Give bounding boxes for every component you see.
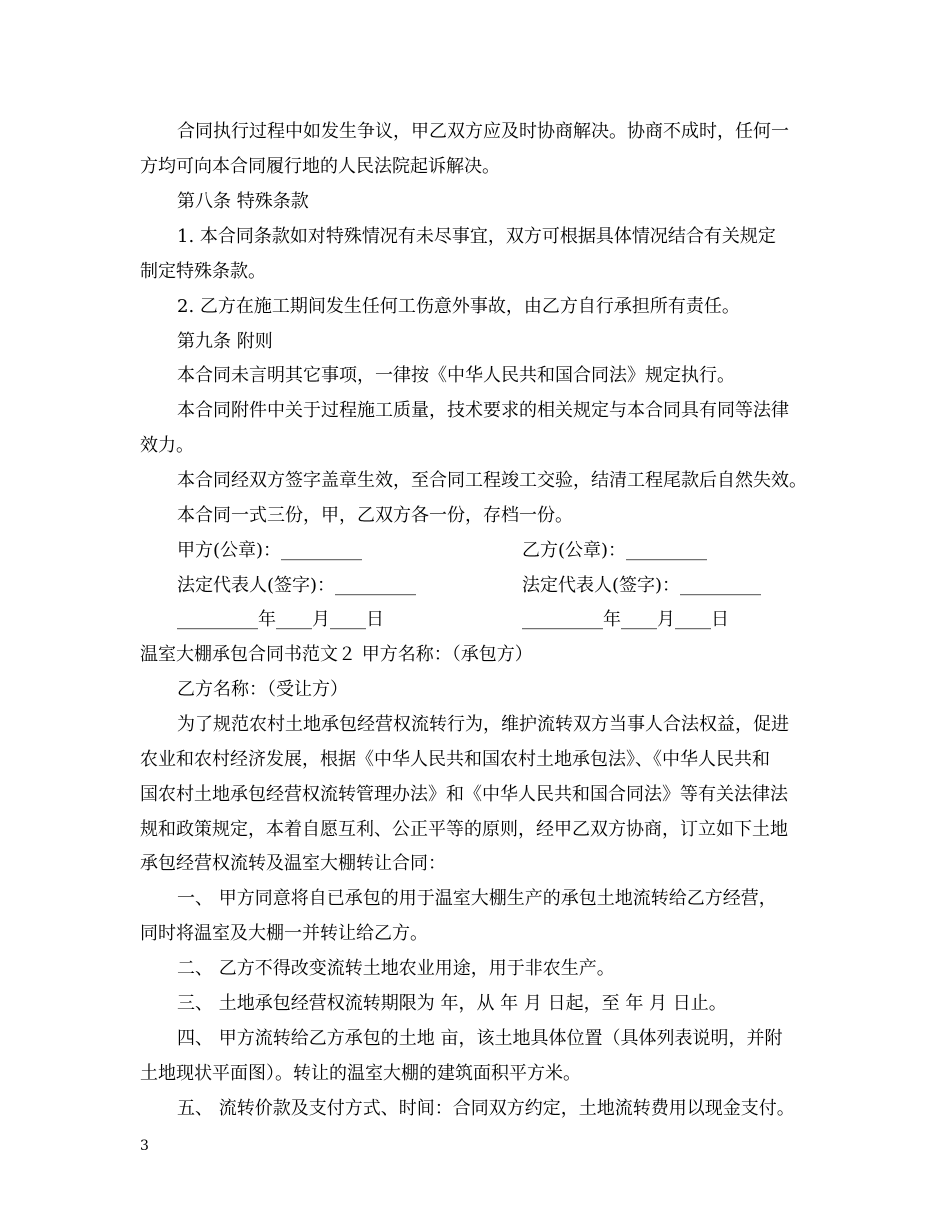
paragraph-line: 一、 甲方同意将自已承包的用于温室大棚生产的承包土地流转给乙方经营， [177, 888, 777, 909]
party-b-seal: 乙方(公章)：_________ [522, 540, 708, 561]
paragraph-line: 国农村土地承包经营权流转管理办法》和《中华人民共和国合同法》等有关法律法 [140, 784, 788, 805]
party-a-seal: 甲方(公章)：_________ [177, 540, 363, 561]
paragraph-line: 四、 甲方流转给乙方承包的土地 亩，该土地具体位置（具体列表说明，并附 [177, 1028, 783, 1049]
paragraph-line: 2. 乙方在施工期间发生任何工伤意外事故，由乙方自行承担所有责任。 [177, 296, 740, 317]
paragraph-line: 五、 流转价款及支付方式、时间：合同双方约定，土地流转费用以现金支付。 [177, 1098, 795, 1119]
section-heading: 第九条 附则 [177, 331, 273, 352]
paragraph-line: 1. 本合同条款如对特殊情况有未尽事宜，双方可根据具体情况结合有关规定 [177, 226, 776, 247]
paragraph-line: 本合同附件中关于过程施工质量，技术要求的相关规定与本合同具有同等法律 [177, 400, 789, 421]
paragraph-line: 制定特殊条款。 [140, 261, 266, 282]
section-heading: 第八条 特殊条款 [177, 191, 309, 212]
paragraph-line: 本合同未言明其它事项，一律按《中华人民共和国合同法》规定执行。 [177, 365, 735, 386]
paragraph-line: 同时将温室及大棚一并转让给乙方。 [140, 923, 428, 944]
paragraph-line: 二、 乙方不得改变流转土地农业用途，用于非农生产。 [177, 958, 615, 979]
party-b-representative: 法定代表人(签字)：_________ [522, 575, 762, 596]
party-a-date: _________年____月____日 [177, 609, 384, 630]
paragraph-line: 土地现状平面图）。转让的温室大棚的建筑面积平方米。 [140, 1063, 581, 1084]
party-b-date: _________年____月____日 [522, 609, 729, 630]
paragraph-line: 农业和农村经济发展，根据《中华人民共和国农村土地承包法》、《中华人民共和 [140, 749, 770, 770]
paragraph-line: 本合同经双方签字盖章生效，至合同工程竣工交验，结清工程尾款后自然失效。 [177, 470, 807, 491]
document-title: 温室大棚承包合同书范文２ 甲方名称：（承包方） [140, 644, 533, 665]
page-number: 3 [140, 1138, 149, 1154]
paragraph-line: 为了规范农村土地承包经营权流转行为，维护流转双方当事人合法权益，促进 [177, 714, 789, 735]
paragraph-line: 规和政策规定，本着自愿互利、公正平等的原则，经甲乙双方协商，订立如下土地 [140, 819, 788, 840]
paragraph-line: 本合同一式三份，甲，乙双方各一份，存档一份。 [177, 505, 573, 526]
paragraph-line: 承包经营权流转及温室大棚转让合同： [140, 853, 446, 874]
party-a-representative: 法定代表人(签字)：_________ [177, 575, 417, 596]
paragraph-line: 方均可向本合同履行地的人民法院起诉解决。 [140, 156, 500, 177]
paragraph-line: 三、 土地承包经营权流转期限为 年，从 年 月 日起，至 年 月 日止。 [177, 993, 727, 1014]
paragraph-line: 效力。 [140, 435, 194, 456]
paragraph-line: 合同执行过程中如发生争议，甲乙双方应及时协商解决。协商不成时，任何一 [177, 121, 789, 142]
paragraph-line: 乙方名称：（受让方） [177, 679, 348, 700]
